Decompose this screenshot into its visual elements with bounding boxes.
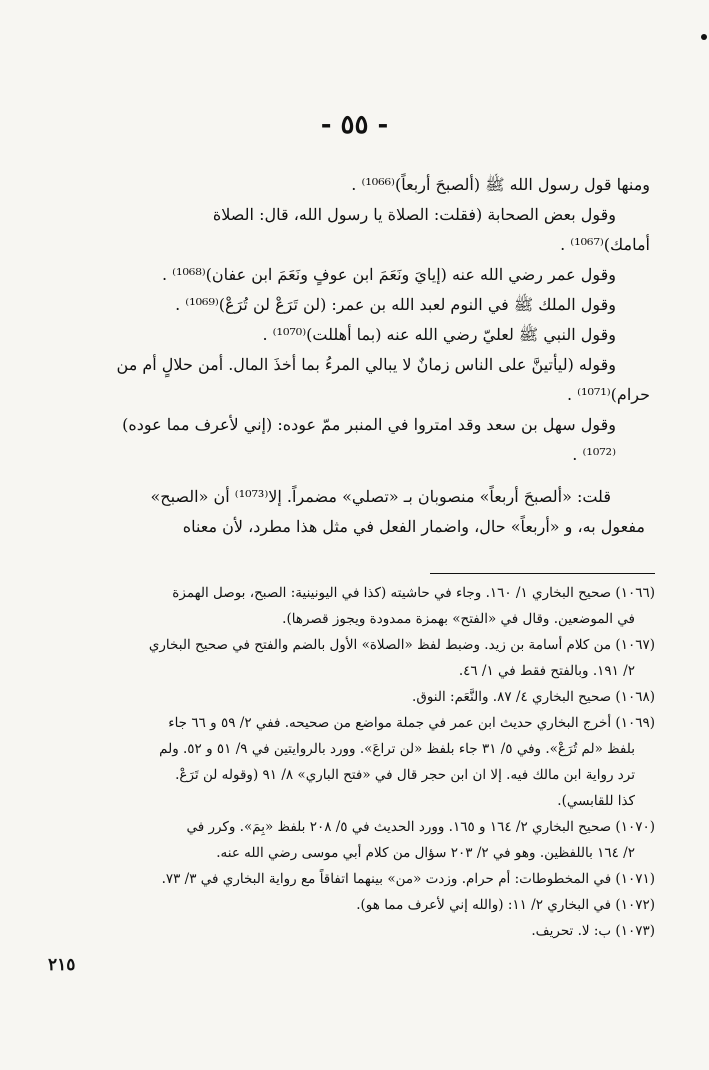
footnote-line: في الموضعين. وقال في «الفتح» بهمزة ممدودة ويجوز قصرها).	[282, 611, 635, 627]
main-line: حرام)⁽¹⁰⁷¹⁾ .	[566, 385, 650, 404]
footnote-line: (١٠٧٣) ب: لا. تحريف.	[531, 923, 655, 939]
footnote-divider	[430, 573, 655, 574]
main-line: وقول عمر رضي الله عنه (إيايَ ونَعَمَ ابن عوفٍ ونَعَمَ ابن عفان)⁽¹⁰⁶⁸⁾ .	[161, 265, 616, 284]
edge-dot	[701, 34, 707, 40]
footnote-line: (١٠٧١) في المخطوطات: أم حرام. وزدت «من» بينهما اتفاقاً مع رواية البخاري في ٣/ ٧٣.	[161, 871, 655, 887]
folio-number: ٢١٥	[48, 955, 76, 975]
main-line: أمامك)⁽¹⁰⁶⁷⁾ .	[560, 235, 650, 254]
footnote-line: ترد رواية ابن مالك فيه. إلا ان ابن حجر قال في «فتح الباري» ٨/ ٩١ (وقوله لن تَرَعْ.	[175, 767, 635, 783]
main-line: ومنها قول رسول الله ﷺ (ألصبحَ أربعاً)⁽¹⁰⁶⁶⁾ .	[351, 175, 650, 194]
footnote-line: كذا للقابسي).	[557, 793, 635, 809]
footnote-line: (١٠٧٠) صحيح البخاري ٢/ ١٦٤ و ١٦٥. وورد الحديث في ٥/ ٢٠٨ بلفظ «بِمَ». وكرر في	[186, 819, 655, 835]
commentary-line: قلت: «ألصبحَ أربعاً» منصوبان بـ «تصلي» مضمراً. إلا⁽¹⁰⁷³⁾ أن «الصبح»	[150, 487, 611, 506]
footnote-line: (١٠٦٩) أخرج البخاري حديث ابن عمر في جملة مواضع من صحيحه. ففي ٢/ ٥٩ و ٦٦ جاء	[168, 715, 655, 731]
footnote-line: (١٠٦٦) صحيح البخاري ١/ ١٦٠. وجاء في حاشيته (كذا في اليونينية: الصبح، بوصل الهمزة	[172, 585, 655, 601]
main-line: وقول النبي ﷺ لعليّ رضي الله عنه (بما أهللت)⁽¹⁰⁷⁰⁾ .	[262, 325, 616, 344]
commentary-line: مفعول به، و «أربعاً» حال، واضمار الفعل في مثل هذا مطرد، لأن معناه	[182, 517, 645, 536]
main-line: وقوله (ليأتينَّ على الناس زمانٌ لا يبالي المرءُ بما أخذَ المال. أمن حلالٍ أم من	[116, 355, 616, 374]
main-line: وقول الملك ﷺ في النوم لعبد الله بن عمر: (لن تَرَعْ لن تُرَعْ)⁽¹⁰⁶⁹⁾ .	[175, 295, 616, 314]
main-line: وقول بعض الصحابة (فقلت: الصلاة يا رسول الله، قال: الصلاة	[212, 205, 616, 224]
footnote-line: ٢/ ١٩١. وبالفتح فقط في ١/ ٤٦.	[458, 663, 635, 679]
footnote-line: (١٠٦٧) من كلام أسامة بن زيد. وضبط لفظ «الصلاة» الأول بالضم والفتح في صحيح البخاري	[148, 637, 655, 653]
footnote-line: ٢/ ١٦٤ باللفظين. وهو في ٢/ ٢٠٣ سؤال من كلام أبي موسى رضي الله عنه.	[216, 845, 635, 861]
footnotes	[60, 580, 655, 944]
page-title: - ٥٥ -	[320, 110, 389, 140]
footnote-line: (١٠٧٢) في البخاري ٢/ ١١: (والله إني لأعرف مما هو).	[356, 897, 655, 913]
main-text	[90, 170, 650, 470]
footnote-line: بلفظ «لم تُرَعْ». وفي ٥/ ٣١ جاء بلفظ «لن تراعَ». وورد بالروايتين في ٩/ ٥١ و ٥٢. ولم	[159, 741, 635, 757]
commentary-paragraph	[60, 482, 645, 542]
main-line: وقول سهل بن سعد وقد امتروا في المنبر ممّ عوده: (إني لأعرف مما عوده)⁽¹⁰⁷²⁾ .	[122, 415, 616, 464]
footnote-line: (١٠٦٨) صحيح البخاري ٤/ ٨٧. والنَّعَم: النوق.	[412, 689, 655, 705]
